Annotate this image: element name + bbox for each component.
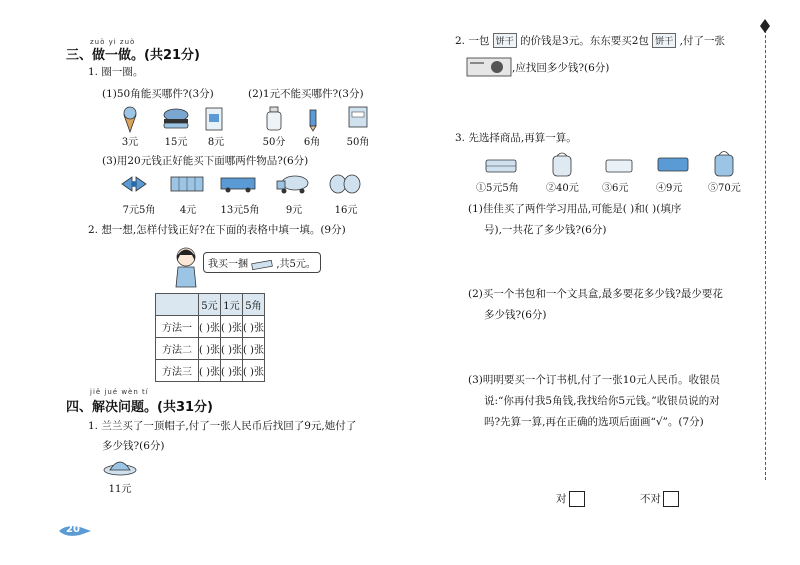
hairband-icon xyxy=(118,172,150,196)
answer-correct xyxy=(556,491,585,507)
q3-option-5: ⑤70元 xyxy=(708,183,741,194)
answer-incorrect xyxy=(640,491,679,507)
row-label: 方法二 xyxy=(156,338,199,360)
table-cell[interactable]: ( )张 xyxy=(242,316,264,338)
page-number-badge xyxy=(58,524,92,538)
payment-table xyxy=(155,293,265,382)
pencils-bundle-icon xyxy=(251,260,273,270)
q4-1-line2: 多少钱?(6分) xyxy=(102,440,165,452)
q1a-price-2: 15元 xyxy=(164,137,188,148)
answer-correct-box[interactable] xyxy=(569,491,585,507)
burger-icon xyxy=(162,108,190,132)
q3-2-line1: (2)买一个书包和一个文具盒,最多要花多少钱?最少要花 xyxy=(468,288,723,300)
q4-1-line1: 1. 兰兰买了一顶帽子,付了一张人民币后找回了9元,她付了 xyxy=(88,420,357,432)
table-row xyxy=(156,316,265,338)
table-row xyxy=(156,338,265,360)
r-q3-title: 3. 先选择商品,再算一算。 xyxy=(455,132,577,144)
answer-incorrect-box[interactable] xyxy=(663,491,679,507)
q1b-price-2: 6角 xyxy=(303,137,321,148)
backpack-icon xyxy=(548,150,576,178)
table-cell[interactable]: ( )张 xyxy=(199,338,221,360)
q1c-price-5: 16元 xyxy=(334,205,358,216)
q3-1-line2: 号),一共花了多少钱?(6分) xyxy=(484,224,607,236)
q1b-text: (2)1元不能买哪件?(3分) xyxy=(248,88,364,100)
binding-mark-icon xyxy=(758,18,772,34)
bottle-icon xyxy=(262,104,286,132)
table-row xyxy=(156,360,265,382)
q3-option-3: ③6元 xyxy=(602,183,629,194)
section3-pinyin: zuò yi zuò xyxy=(90,38,136,46)
table-cell[interactable]: ( )张 xyxy=(242,360,264,382)
q3-3-line2: 说:“你再付我5角钱,我找给你5元钱。”收银员说的对 xyxy=(484,395,720,407)
blue-pencil-case-icon xyxy=(656,154,690,176)
q1a-text: (1)50角能买哪件?(3分) xyxy=(102,88,214,100)
page-number: 20 xyxy=(66,524,80,535)
biscuit-label-2: 饼干 xyxy=(652,33,676,48)
r-q2-text-c: ,付了一张 xyxy=(679,35,725,47)
q1b-price-3: 50角 xyxy=(346,137,370,148)
r-q2-text-b: 的价钱是3元。东东要买2包 xyxy=(520,35,649,47)
row-label: 方法一 xyxy=(156,316,199,338)
toy-train-icon xyxy=(218,174,258,194)
biscuit-label: 饼干 xyxy=(493,33,517,48)
blue-backpack-icon xyxy=(710,148,738,178)
q1a-price-3: 8元 xyxy=(207,137,225,148)
stickers-icon xyxy=(168,174,206,194)
table-corner xyxy=(156,294,199,316)
banknote-icon xyxy=(466,57,512,77)
q1b-price-1: 50分 xyxy=(262,137,286,148)
answer-correct-label: 对 xyxy=(556,493,567,505)
q3-1-line1: (1)佳佳买了两件学习用品,可能是( )和( )(填序 xyxy=(468,203,682,215)
table-header-5jiao: 5角 xyxy=(242,294,264,316)
q3-option-4: ④9元 xyxy=(656,183,683,194)
table-cell[interactable]: ( )张 xyxy=(220,360,242,382)
table-header-5yuan: 5元 xyxy=(199,294,221,316)
bubble-text: 我买一捆 xyxy=(208,259,248,270)
stationery-box-icon xyxy=(604,156,634,176)
table-cell[interactable]: ( )张 xyxy=(242,338,264,360)
ice-cream-icon xyxy=(118,105,142,133)
q1c-price-4: 9元 xyxy=(285,205,303,216)
table-cell[interactable]: ( )张 xyxy=(199,360,221,382)
table-cell[interactable]: ( )张 xyxy=(199,316,221,338)
table-cell[interactable]: ( )张 xyxy=(220,316,242,338)
section4-pinyin: jiě jué wèn tí xyxy=(90,388,149,396)
q2-title: 2. 想一想,怎样付钱正好?在下面的表格中填一填。(9分) xyxy=(88,224,346,236)
row-label: 方法三 xyxy=(156,360,199,382)
q1c-price-3: 13元5角 xyxy=(220,205,260,216)
table-header-1yuan: 1元 xyxy=(220,294,242,316)
q3-3-line3: 吗?先算一算,再在正确的选项后面画“√”。(7分) xyxy=(484,416,704,428)
q3-2-line2: 多少钱?(6分) xyxy=(484,309,547,321)
gloves-icon xyxy=(328,172,362,196)
notebook-icon xyxy=(346,104,370,130)
q3-3-line1: (3)明明要买一个订书机,付了一张10元人民币。收银员 xyxy=(468,374,721,386)
q1c-text: (3)用20元钱正好能买下面哪两件物品?(6分) xyxy=(102,155,309,167)
table-cell[interactable]: ( )张 xyxy=(220,338,242,360)
q1c-price-2: 4元 xyxy=(179,205,197,216)
girl-icon xyxy=(170,245,202,291)
q3-option-1: ①5元5角 xyxy=(476,183,519,194)
pencil-case-icon xyxy=(484,156,518,176)
speech-bubble xyxy=(203,252,321,273)
r-q2-text-a: 2. 一包 xyxy=(455,35,490,47)
pencil-icon xyxy=(306,108,320,132)
section4-title: 四、解决问题。(共31分) xyxy=(66,400,213,415)
toy-truck-icon xyxy=(275,172,311,196)
r-q2-line2: ,应找回多少钱?(6分) xyxy=(512,62,610,74)
drink-box-icon xyxy=(203,104,225,132)
answer-incorrect-label: 不对 xyxy=(640,493,661,505)
hat-icon xyxy=(102,456,138,478)
q1a-price-1: 3元 xyxy=(121,137,139,148)
binding-line xyxy=(765,20,766,480)
r-q2-line1 xyxy=(455,33,725,48)
q1-title: 1. 圈一圈。 xyxy=(88,66,144,78)
bubble-text-tail: ,共5元。 xyxy=(276,259,316,270)
hat-price: 11元 xyxy=(108,484,132,495)
section3-title: 三、做一做。(共21分) xyxy=(66,48,200,63)
q1c-price-1: 7元5角 xyxy=(122,205,156,216)
q3-option-2: ②40元 xyxy=(546,183,579,194)
